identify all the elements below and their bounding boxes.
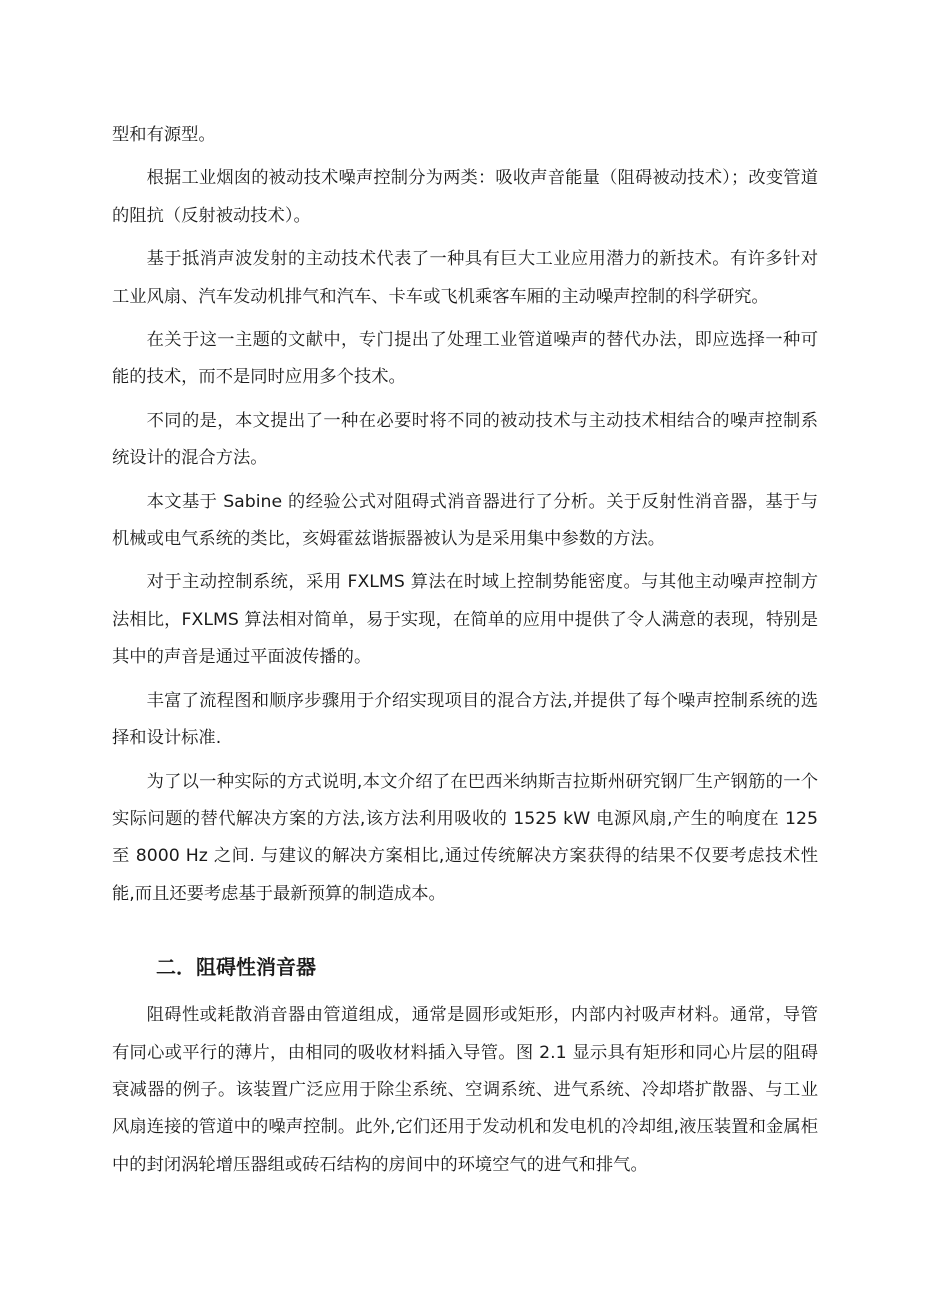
paragraph-case-study: 为了以一种实际的方式说明,本文介绍了在巴西米纳斯吉拉斯州研究钢厂生产钢筋的一个实际问题的替代解决方案的方法,该方法利用吸收的 1525 kW 电源风扇,产生的响度在 125 至 8000 Hz 之间. 与建议的解决方案相比,通过传统解决方案获得的结果不仅要考虑技术性能,而且还要考虑基于最新预算的制造成本。 xyxy=(112,771,818,904)
document-page xyxy=(112,117,818,1190)
section-heading: 二．阻碍性消音器 xyxy=(156,955,316,980)
paragraph-sabine-analysis: 本文基于 Sabine 的经验公式对阻碍式消音器进行了分析。关于反射性消音器，基于与机械或电气系统的类比，亥姆霍兹谐振器被认为是采用集中参数的方法。 xyxy=(112,491,818,550)
paragraph-flowchart: 丰富了流程图和顺序步骤用于介绍实现项目的混合方法,并提供了每个噪声控制系统的选择和设计标准. xyxy=(112,690,818,749)
paragraph-active-techniques: 基于抵消声波发射的主动技术代表了一种具有巨大工业应用潜力的新技术。有许多针对工业风扇、汽车发动机排气和汽车、卡车或飞机乘客车厢的主动噪声控制的科学研究。 xyxy=(112,249,818,307)
paragraph-passive-techniques: 根据工业烟囱的被动技术噪声控制分为两类：吸收声音能量（阻碍被动技术）；改变管道的阻抗（反射被动技术）。 xyxy=(112,168,818,226)
paragraph-literature: 在关于这一主题的文献中，专门提出了处理工业管道噪声的替代办法，即应选择一种可能的技术，而不是同时应用多个技术。 xyxy=(112,330,818,388)
paragraph-fxlms: 对于主动控制系统，采用 FXLMS 算法在时域上控制势能密度。与其他主动噪声控制方法相比，FXLMS 算法相对简单，易于实现，在简单的应用中提供了令人满意的表现，特别是其中的声音是通过平面波传播的。 xyxy=(112,572,818,668)
paragraph-hybrid-method: 不同的是，本文提出了一种在必要时将不同的被动技术与主动技术相结合的噪声控制系统设计的混合方法。 xyxy=(112,410,818,469)
paragraph-continuation: 型和有源型。 xyxy=(112,125,216,145)
paragraph-dissipative-silencer: 阻碍性或耗散消音器由管道组成，通常是圆形或矩形，内部内衬吸声材料。通常，导管有同心或平行的薄片，由相同的吸收材料插入导管。图 2.1 显示具有矩形和同心片层的阻碍衰减器的例子。该装置广泛应用于除尘系统、空调系统、进气系统、冷却塔扩散器、与工业风扇连接的管道中的噪声控制。此外,它们还用于发动机和发电机的冷却组,液压装置和金属柜中的封闭涡轮增压器组或砖石结构的房间中的环境空气的进气和排气。 xyxy=(112,1005,818,1175)
